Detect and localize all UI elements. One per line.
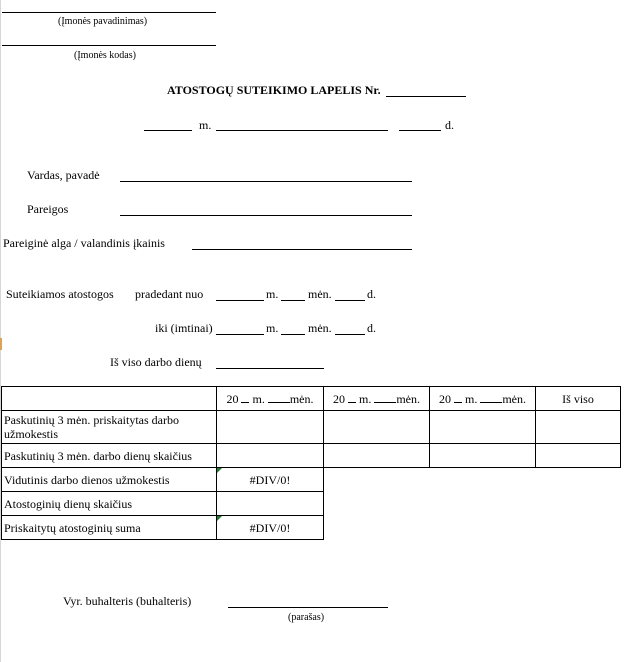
leave-from-label: pradedant nuo [135,287,204,301]
leave-sum-value[interactable]: #DIV/0! [217,516,324,540]
table-cell[interactable] [217,444,324,468]
row-label-avg: Vidutinis darbo dienos užmokestis [2,468,217,492]
from-month-suffix: mėn. [308,287,332,301]
error-indicator-icon [217,468,222,473]
leave-calculation-table [1,386,621,540]
name-line [120,181,412,182]
from-day-line [335,300,365,301]
table-cell[interactable] [536,411,621,444]
position-line [120,215,412,216]
table-cell[interactable] [324,411,430,444]
from-year-suffix: m. [266,287,279,301]
signature-line [228,607,388,608]
total-days-label: Iš viso darbo dienų [110,355,202,369]
leave-days-value[interactable] [217,492,324,516]
table-header-row [2,387,621,411]
to-day-line [335,334,365,335]
salary-label: Pareiginė alga / valandinis įkainis [3,236,165,250]
date-day-suffix: d. [445,118,454,132]
month-column-2: 20 m. mėn. [324,387,430,411]
to-day-suffix: d. [367,321,376,335]
to-year-suffix: m. [266,321,279,335]
table-cell[interactable] [536,444,621,468]
leave-granted-label: Suteikiamos atostogos [6,287,114,301]
company-name-caption: (Įmonės pavadinimas) [58,16,148,27]
table-row [2,492,621,516]
table-row [2,411,621,444]
position-label: Pareigos [27,202,69,216]
company-code-caption: (Įmonės kodas) [74,50,136,61]
document-number-line [386,96,466,97]
document-title: ATOSTOGŲ SUTEIKIMO LAPELIS Nr. [167,83,381,97]
to-year-line [216,334,264,335]
company-code-line [2,45,216,46]
date-day-line [399,130,441,131]
table-cell[interactable] [217,411,324,444]
from-month-line [281,300,305,301]
total-column: Iš viso [536,387,621,411]
cell-indicator-mark [0,338,2,350]
from-day-suffix: d. [367,287,376,301]
date-year-line [144,130,192,131]
date-month-line [216,130,388,131]
table-row [2,468,621,492]
table-cell[interactable] [430,444,536,468]
row-label-leave-sum: Priskaitytų atostoginių suma [2,516,217,540]
to-month-suffix: mėn. [308,321,332,335]
month-column-3: 20 m. mėn. [430,387,536,411]
avg-pay-value[interactable]: #DIV/0! [217,468,324,492]
table-cell[interactable] [430,411,536,444]
leave-to-label: iki (imtinai) [155,321,213,335]
salary-line [192,249,412,250]
accountant-label: Vyr. buhalteris (buhalteris) [63,594,192,608]
signature-caption: (parašas) [288,612,325,623]
table-row [2,516,621,540]
table-corner-cell [2,387,217,411]
name-label: Vardas, pavadė [27,168,100,182]
to-month-line [281,334,305,335]
row-label-pay3: Paskutinių 3 mėn. priskaitytas darbo užmokestis [2,411,217,444]
date-year-suffix: m. [199,118,212,132]
row-label-days3: Paskutinių 3 mėn. darbo dienų skaičius [2,444,217,468]
row-label-leave-days: Atostoginių dienų skaičius [2,492,217,516]
company-name-line [2,12,216,13]
table-cell[interactable] [324,444,430,468]
table-row [2,444,621,468]
error-indicator-icon [217,516,222,521]
sheet-left-border [0,0,1,662]
total-days-line [216,368,324,369]
month-column-1: 20 m. mėn. [217,387,324,411]
from-year-line [216,300,264,301]
